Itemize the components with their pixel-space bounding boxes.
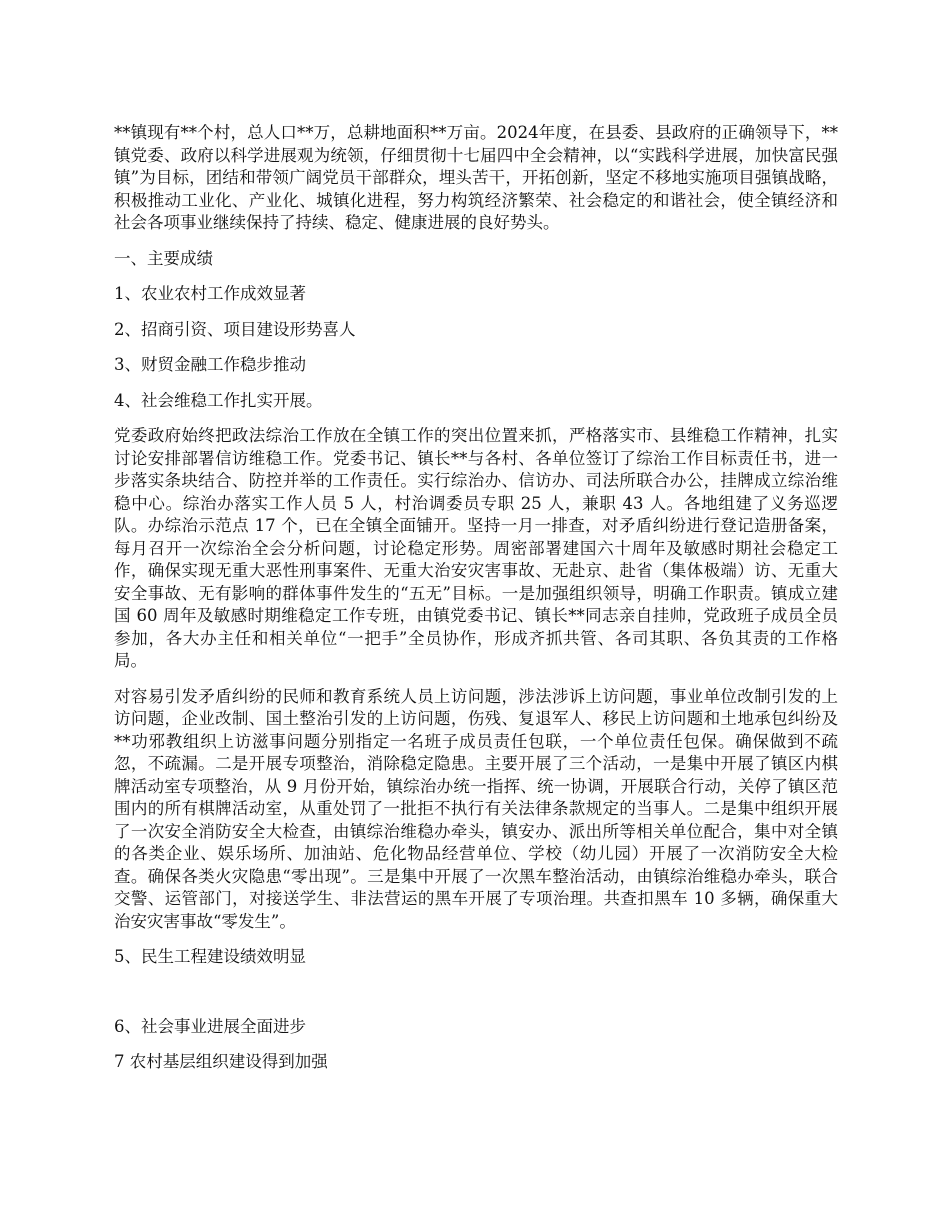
item-4-heading: 4、社会维稳工作扎实开展。 [114, 390, 323, 410]
item-2-heading: 2、招商引资、项目建设形势喜人 [114, 319, 356, 339]
item-5-heading: 5、民生工程建设绩效明显 [114, 947, 306, 966]
item-7-heading: 7 农村基层组织建设得到加强 [114, 1052, 328, 1071]
item-3-heading: 3、财贸金融工作稳步推动 [114, 355, 306, 374]
body-paragraph-1: 党委政府始终把政法综治工作放在全镇工作的突出位置来抓，严格落实市、县维稳工作精神，扎实讨论安排部署信访维稳工作。党委书记、镇长**与各村、各单位签订了综治工作目标责任书，进一步落实条块结合、防控并举的工作责任。实行综治办、信访办、司法所联合办公，挂牌成立综治维稳中心。综治办落实工作人员 5 人，村治调委员专职 25 人，兼职 43 人。各地组建了义务巡逻队。办综治示范点 17 个，已在全镇全面铺开。坚持一月一排查，对矛盾纠纷进行登记造册备案，每月召开一次综治全会分析问题，讨论稳定形势。周密部署建国六十周年及敏感时期社会稳定工作，确保实现无重大恶性刑事案件、无重大治安灾害事故、无赴京、赴省（集体极端）访、无重大安全事故、无有影响的群体事件发生的“五无”目标。一是加强组织领导，明确工作职责。镇成立建国 60 周年及敏感时期维稳定工作专班，由镇党委书记、镇长**同志亲自挂帅，党政班子成员全员参加，各大办主任和相关单位“一把手”全员协作，形成齐抓共管、各司其职、各负其责的工作格局。 [114, 426, 838, 670]
item-6-heading: 6、社会事业进展全面进步 [114, 1016, 306, 1036]
body-paragraph-2: 对容易引发矛盾纠纷的民师和教育系统人员上访问题，涉法涉诉上访问题，事业单位改制引发的上访问题，企业改制、国土整治引发的上访问题，伤残、复退军人、移民上访问题和土地承包纠纷及**功邪教组织上访滋事问题分别指定一名班子成员责任包联，一个单位责任包保。确保做到不疏忽，不疏漏。二是开展专项整治，消除稳定隐患。主要开展了三个活动，一是集中开展了镇区内棋牌活动室专项整治，从 9 月份开始，镇综治办统一指挥、统一协调，开展联合行动，关停了镇区范围内的所有棋牌活动室，从重处罚了一批拒不执行有关法律条款规定的当事人。二是集中组织开展了一次安全消防安全大检查，由镇综治维稳办牵头，镇安办、派出所等相关单位配合，集中对全镇的各类企业、娱乐场所、加油站、危化物品经营单位、学校（幼儿园）开展了一次消防安全大检查。确保各类火灾隐患“零出现”。三是集中开展了一次黑车整治活动，由镇综治维稳办牵头，联合交警、运管部门，对接送学生、非法营运的黑车开展了专项治理。共查扣黑车 10 多辆，确保重大治安灾害事故“零发生”。 [114, 686, 838, 931]
intro-paragraph: **镇现有**个村，总人口**万，总耕地面积**万亩。2024年度，在县委、县政府的正确领导下，**镇党委、政府以科学进展观为统领，仔细贯彻十七届四中全会精神，以“实践科学进展，加快富民强镇”为目标，团结和带领广阔党员干部群众，埋头苦干，开拓创新，坚定不移地实施项目强镇战略，积极推动工业化、产业化、城镇化进程，努力构筑经济繁荣、社会稳定的和谐社会，使全镇经济和社会各项事业继续保持了持续、稳定、健康进展的良好势头。 [114, 123, 838, 232]
section-title: 一、主要成绩 [114, 248, 213, 268]
document-page [114, 122, 838, 1087]
item-1-heading: 1、农业农村工作成效显著 [114, 284, 306, 303]
